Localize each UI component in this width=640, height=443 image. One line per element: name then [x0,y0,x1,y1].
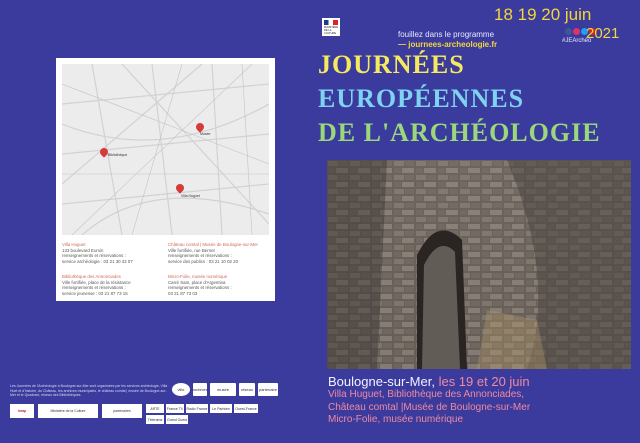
address-line: service archéologie : 03 21 30 42 07 [62,258,133,264]
media-logos [146,404,276,424]
logo: réseau [239,383,255,396]
address-line: service jeunesse : 03 21 87 73 15 [62,290,128,296]
address-title: Château comtal | Musée de Boulogne-sur-Mer [168,242,258,247]
program-url-link[interactable]: — journees-archeologie.fr [398,39,498,49]
title-row-3: DE L'ARCHÉOLOGIE [318,118,601,147]
pin-label: Villa Huguet [181,194,200,198]
ministere-logo [322,18,340,36]
address-title: Villa Huguet [62,242,86,247]
caption-line: Château comtal |Musée de Boulogne-sur-Mer [328,401,531,413]
caption-title [328,374,638,389]
address-block [168,274,272,296]
logo: Grand Ouest [166,415,188,424]
castle-ruins-image [327,160,631,369]
caption-dates: les 19 et 20 juin [438,374,530,389]
instagram-icon[interactable] [573,28,580,35]
map-card [56,58,275,301]
address-line: renseignements et réservations : [168,253,232,258]
left-panel [0,0,318,443]
partner-logos [172,383,278,397]
sponsor-logos [10,404,276,424]
right-panel [318,0,640,443]
address-block [62,274,164,296]
logo: Le Parisien [210,404,232,413]
credits-text: Les Journées de l'Archéologie à Boulogne-sur-Mer sont organisées par les services archéologie, Villa Huet et d'histoire, du Château, les archives municipales, le château comtal | musée de Boulogne-sur-Mer et le Quadrant, réseau des Bibliothèques. [10,384,168,398]
address-line: Carré Sam, place d'Argentina [168,279,226,285]
castle-ruins-photo [327,160,631,369]
address-block [62,242,164,264]
address-line: service des publics : 03 21 10 02 20 [168,258,239,264]
year: 2021 [586,25,620,42]
title-row-2: EUROPÉENNES [318,84,525,113]
address-title: Micro-Folie, musée numérique [168,274,228,279]
inrap-logo: Inrap [10,404,34,418]
logo: Ouest-France [234,404,258,413]
program-text [398,30,497,49]
logo: Ministère de la Culture [38,404,98,418]
logo: partenaire [258,383,278,396]
logo: partenaires [102,404,142,418]
program-line: fouillez dans le programme [398,30,495,39]
address-line: Ville fortifiée, rue Bernet [168,247,215,253]
pin-label: Bibliothèque [108,153,128,157]
address-line: 03 21 87 73 03 [168,290,198,296]
caption-city: Boulogne-sur-Mer, [328,374,435,389]
address-line: renseignements et réservations : [62,285,126,290]
logo: ARTE [146,404,164,413]
caption [328,374,638,427]
address-line: 133 boulevard Eurvin [62,247,104,253]
ministere-text: MINISTÈRE DE LA CULTURE [324,26,339,35]
address-line: Ville fortifiée, place de la résistance [62,279,131,285]
pin-label: Musée [200,132,211,136]
logo: musée [210,383,236,396]
title-row-1: JOURNÉES [318,50,465,79]
caption-line: Micro-Folie, musée numérique [328,414,464,425]
street-map-drawing [62,64,269,235]
marianne-flag-icon [324,20,338,25]
address-line: renseignements et réservations : [62,253,126,258]
logo: Radio France [186,404,208,413]
hashtag: #JEArchéo [562,38,592,44]
logo: France TV [166,404,184,413]
address-block [168,242,272,264]
address-line: renseignements et réservations : [168,285,232,290]
facebook-icon[interactable] [565,28,572,35]
event-dates: 18 19 20 juin [494,5,592,24]
logo: archives [193,383,207,396]
logo: Télérama [146,415,164,424]
address-title: Bibliothèque des Annonciades [62,274,121,279]
caption-line: Villa Huguet, Bibliothèque des Annonciades, [328,389,525,400]
street-map [62,64,269,235]
logo: ville [172,383,190,396]
